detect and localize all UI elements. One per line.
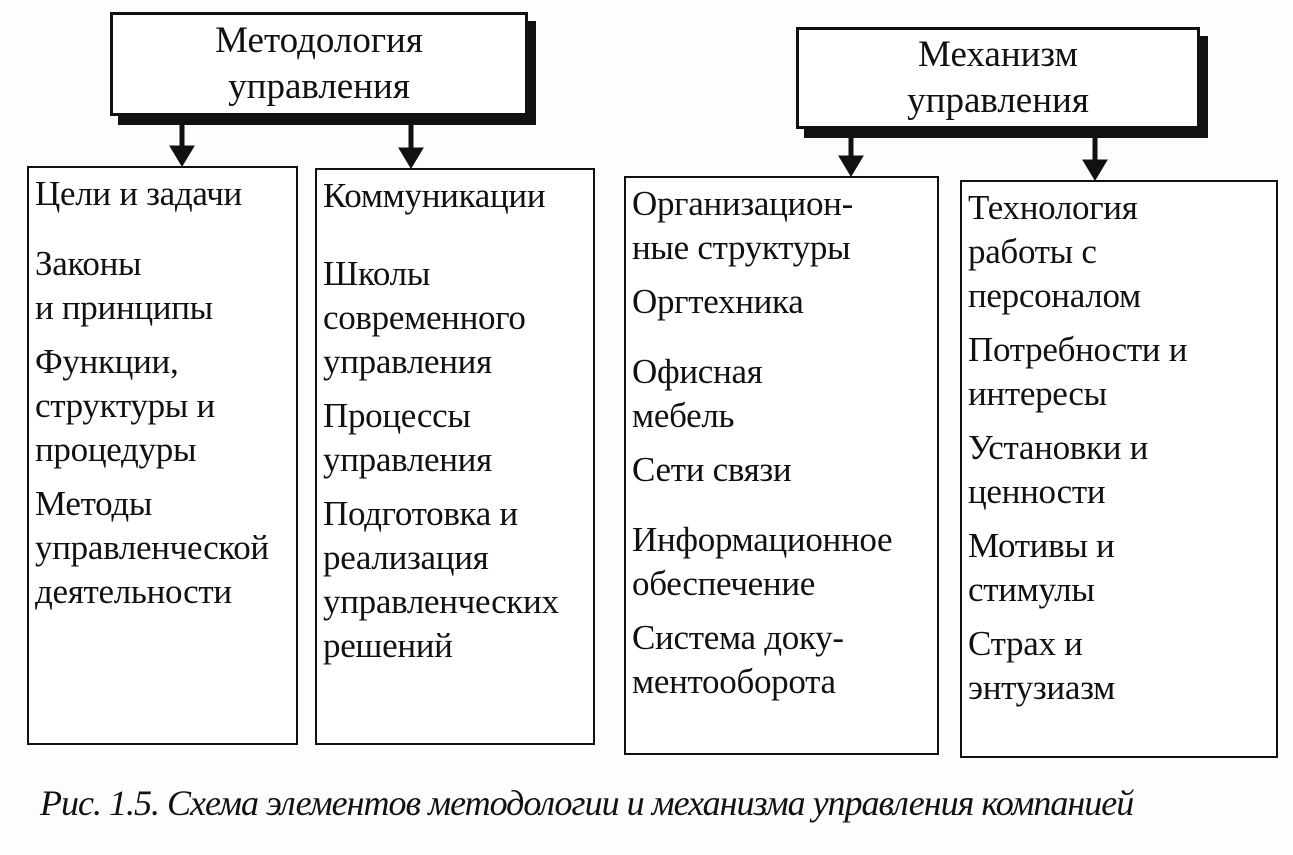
column-mechanism-1 xyxy=(624,176,939,755)
col3-item-org-structures: Организацион- ные структуры xyxy=(632,184,853,267)
column-methodology-2 xyxy=(315,168,595,745)
col3-item-office-furniture: Офисная мебель xyxy=(632,352,763,435)
col3-item-documents: Система доку- ментооборота xyxy=(632,618,844,701)
mechanism-header-line1: Механизм xyxy=(918,34,1078,75)
col2-item-decisions: Подготовка и реализация управленческих решений xyxy=(323,494,559,665)
col1-item-methods: Методы управленческой деятельности xyxy=(35,484,269,611)
methodology-header-line2: управления xyxy=(228,66,410,107)
col4-item-personnel: Технология работы с персоналом xyxy=(968,188,1141,315)
col2-item-processes: Процессы управления xyxy=(323,396,492,479)
col1-item-functions: Функции, структуры и процедуры xyxy=(35,342,215,469)
figure-caption: Рис. 1.5. Схема элементов методологии и механизма управления компанией xyxy=(40,783,1134,823)
column-mechanism-2 xyxy=(960,180,1278,758)
mechanism-header-line2: управления xyxy=(907,80,1089,121)
col3-item-networks: Сети связи xyxy=(632,450,792,489)
col2-item-communications: Коммуникации xyxy=(323,176,546,215)
column-methodology-1 xyxy=(27,166,298,745)
col4-item-fear: Страх и энтузиазм xyxy=(968,624,1115,707)
col1-item-laws: Законы и принципы xyxy=(35,244,213,327)
col3-item-information: Информационное обеспечение xyxy=(632,520,893,603)
arrowhead-col-3 xyxy=(839,156,863,176)
col1-item-goals: Цели и задачи xyxy=(35,174,242,213)
methodology-header-line1: Методология xyxy=(215,20,423,61)
col4-item-values: Установки и ценности xyxy=(968,428,1149,511)
col2-item-schools: Школы современного управления xyxy=(323,254,526,381)
arrowhead-col-4 xyxy=(1083,160,1107,180)
col4-item-needs: Потребности и интересы xyxy=(968,330,1188,413)
arrowhead-col-1 xyxy=(170,146,194,166)
col4-item-motives: Мотивы и стимулы xyxy=(968,526,1115,609)
arrowhead-col-2 xyxy=(399,148,423,168)
col3-item-office-equipment: Оргтехника xyxy=(632,282,804,321)
